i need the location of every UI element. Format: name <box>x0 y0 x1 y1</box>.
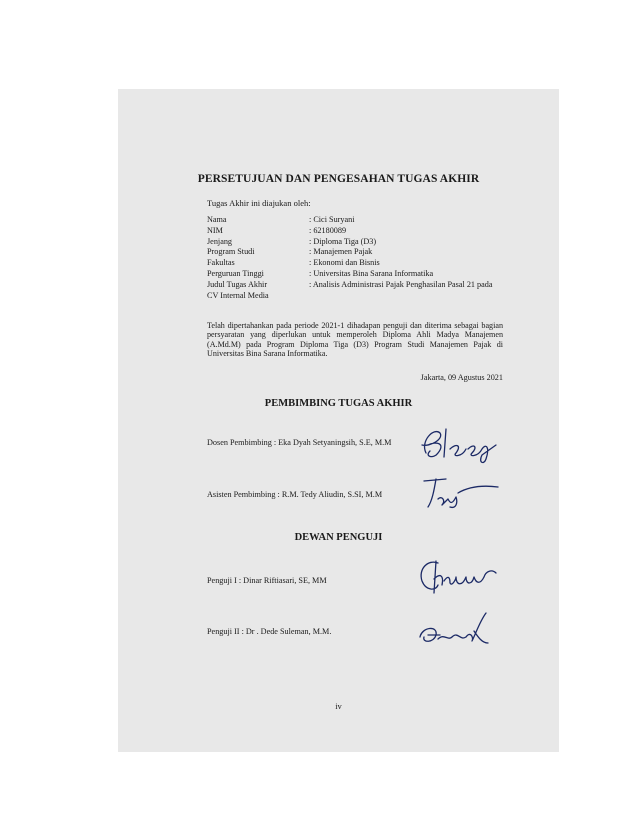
intro-text: Tugas Akhir ini diajukan oleh: <box>207 198 311 208</box>
field-label: Nama <box>207 215 227 224</box>
field-value: : Universitas Bina Sarana Informatika <box>309 268 434 278</box>
signature-asisten <box>418 473 502 513</box>
field-label: Jenjang <box>207 236 233 246</box>
field-row-fakultas <box>207 258 493 269</box>
field-label: Program Studi <box>207 247 255 257</box>
signature-penguji-2 <box>414 607 498 651</box>
student-info <box>207 215 493 301</box>
pembimbing-heading: PEMBIMBING TUGAS AKHIR <box>264 398 413 409</box>
date-line: Jakarta, 09 Agustus 2021 <box>420 373 503 382</box>
field-label: Fakultas <box>207 258 235 268</box>
field-row-jenjang <box>207 237 493 248</box>
field-value: : 62180089 <box>309 225 347 235</box>
field-row-perguruan-tinggi <box>207 269 493 280</box>
approval-paragraph: Telah dipertahankan pada periode 2021-1 dihadapan penguji dan diterima sebagai bagian persyaratan yang diperlukan untuk memperoleh Diploma Ahli Madya Manajemen (A.Md.M) pada Program Diploma Tiga (D3) Program Studi Manajemen Pajak di Universitas Bina Sarana Informatika. <box>207 321 503 358</box>
field-row-judul <box>207 280 493 291</box>
signature-dosen <box>416 423 506 465</box>
field-label: Perguruan Tinggi <box>207 268 264 278</box>
asisten-pembimbing-line: Asisten Pembimbing : R.M. Tedy Aliudin, S.SI, M.M <box>207 490 383 499</box>
signature-penguji-1 <box>414 555 500 599</box>
page-number: iv <box>335 701 342 711</box>
penguji-1-line: Penguji I : Dinar Riftiasari, SE, MM <box>207 576 327 585</box>
dosen-pembimbing-line: Dosen Pembimbing : Eka Dyah Setyaningsih, S.E, M.M <box>207 438 392 447</box>
field-row-program-studi <box>207 247 493 258</box>
penguji-heading: DEWAN PENGUJI <box>294 532 383 543</box>
field-label: Judul Tugas Akhir <box>207 279 268 289</box>
field-value: : Cici Suryani <box>309 215 355 224</box>
field-row-nim <box>207 226 493 237</box>
field-value: : Diploma Tiga (D3) <box>309 236 377 246</box>
document-page <box>118 89 559 752</box>
field-value: : Analisis Administrasi Pajak Penghasilan Pasal 21 pada <box>309 279 493 289</box>
field-label: NIM <box>207 225 223 235</box>
field-value: : Ekonomi dan Bisnis <box>309 258 380 268</box>
document-title: PERSETUJUAN DAN PENGESAHAN TUGAS AKHIR <box>197 173 480 185</box>
judul-continuation: CV Internal Media <box>207 290 269 300</box>
penguji-2-line: Penguji II : Dr . Dede Suleman, M.M. <box>207 627 332 636</box>
field-value: : Manajemen Pajak <box>309 247 373 257</box>
field-row-nama <box>207 215 493 226</box>
